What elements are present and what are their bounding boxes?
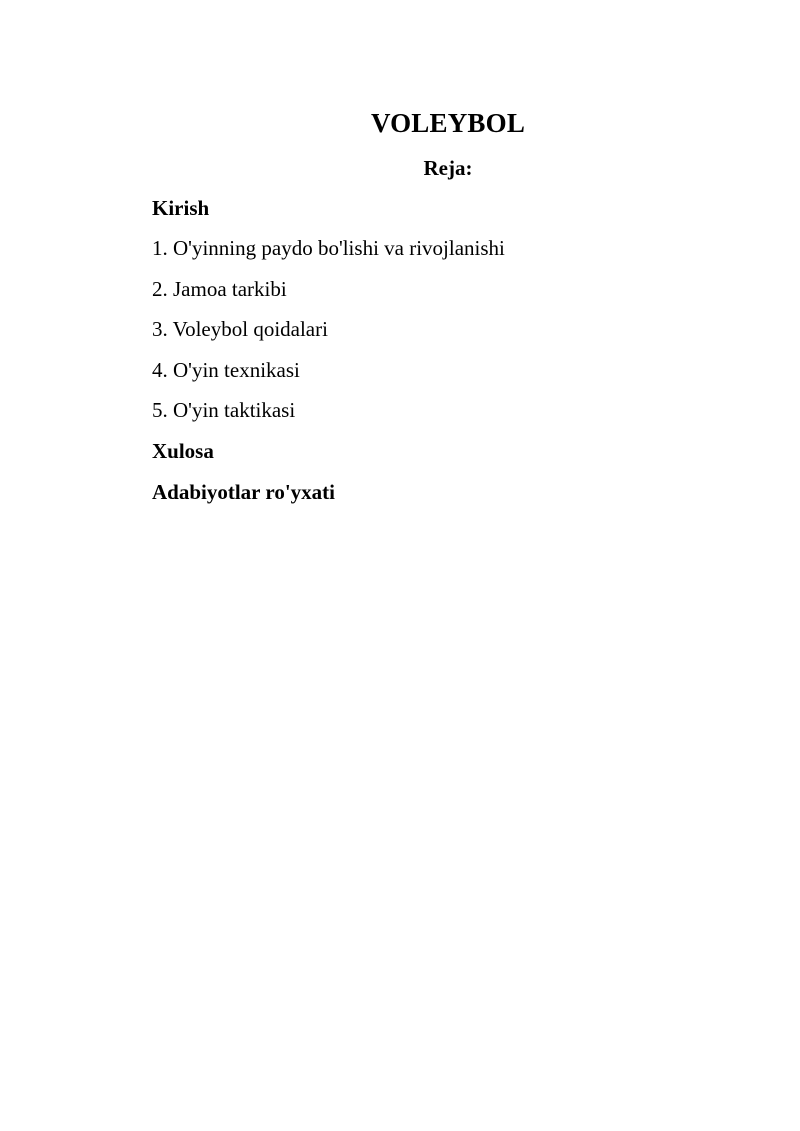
plan-item-4: 4. O'yin texnikasi <box>152 358 300 382</box>
plan-heading: Reja: <box>423 156 473 180</box>
plan-item-1: 1. O'yinning paydo bo'lishi va rivojlanishi <box>152 236 505 260</box>
conclusion-heading: Xulosa <box>152 439 214 463</box>
document-title: VOLEYBOL <box>370 108 526 138</box>
plan-item-3: 3. Voleybol qoidalari <box>152 317 328 341</box>
references-heading: Adabiyotlar ro'yxati <box>152 480 335 504</box>
plan-item-5: 5. O'yin taktikasi <box>152 398 296 422</box>
plan-item-2: 2. Jamoa tarkibi <box>152 277 287 301</box>
intro-heading: Kirish <box>152 196 210 220</box>
